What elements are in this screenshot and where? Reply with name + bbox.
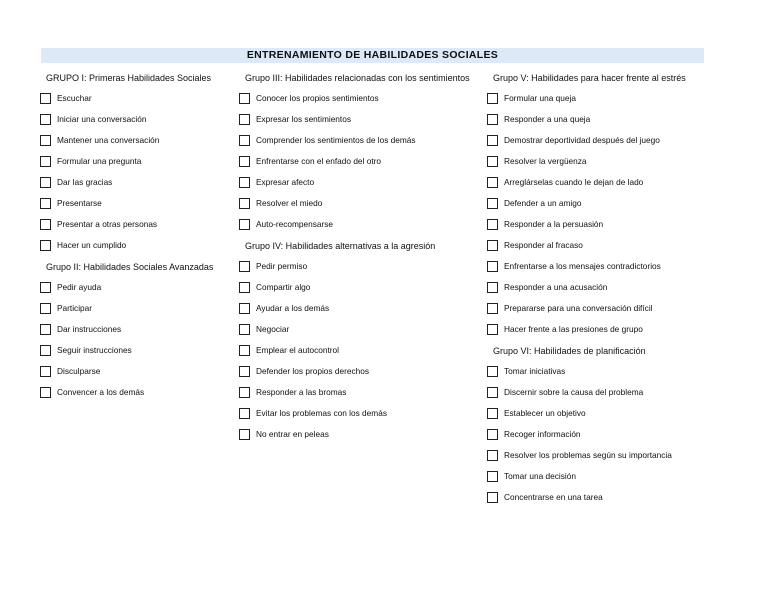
checkbox[interactable] (239, 366, 250, 377)
checkbox[interactable] (239, 303, 250, 314)
checklist-item[interactable] (487, 301, 707, 322)
checklist-item[interactable] (40, 154, 235, 175)
checklist-item-label: Seguir instrucciones (57, 345, 132, 355)
checklist-item[interactable] (40, 385, 235, 406)
checklist-item[interactable] (239, 175, 484, 196)
checkbox[interactable] (487, 492, 498, 503)
checklist-item-label: Defender a un amigo (504, 198, 582, 208)
checkbox[interactable] (487, 198, 498, 209)
checkbox[interactable] (40, 324, 51, 335)
checklist-item[interactable] (239, 112, 484, 133)
checklist-item-label: Ayudar a los demás (256, 303, 330, 313)
checkbox[interactable] (239, 345, 250, 356)
checkbox[interactable] (40, 114, 51, 125)
checklist-item-label: Emplear el autocontrol (256, 345, 340, 355)
checklist-item[interactable] (487, 175, 707, 196)
checkbox[interactable] (40, 135, 51, 146)
checkbox[interactable] (239, 198, 250, 209)
checklist-item-label: No entrar en peleas (256, 429, 329, 439)
checklist-item[interactable] (239, 91, 484, 112)
checklist-item[interactable] (487, 91, 707, 112)
checkbox[interactable] (487, 387, 498, 398)
group-header: Grupo VI: Habilidades de planificación (493, 346, 646, 356)
checklist-item[interactable] (487, 112, 707, 133)
checklist-item[interactable] (40, 238, 235, 259)
checklist-item-label: Tomar una decisión (504, 471, 576, 481)
checklist-item-label: Formular una queja (504, 93, 576, 103)
checklist-item-label: Responder a las bromas (256, 387, 347, 397)
checklist-item[interactable] (239, 154, 484, 175)
checkbox[interactable] (487, 156, 498, 167)
checkbox[interactable] (487, 324, 498, 335)
checklist-item-label: Disculparse (57, 366, 101, 376)
checklist-item[interactable] (239, 343, 484, 364)
checklist-item[interactable] (487, 322, 707, 343)
checklist-item-label: Evitar los problemas con los demás (256, 408, 387, 418)
checkbox[interactable] (239, 408, 250, 419)
checklist-item[interactable] (40, 112, 235, 133)
checklist-item[interactable] (239, 322, 484, 343)
column-2 (239, 70, 484, 448)
group-header: Grupo IV: Habilidades alternativas a la agresión (245, 241, 436, 251)
checkbox[interactable] (239, 177, 250, 188)
checklist-item-label: Demostrar deportividad después del juego (504, 135, 660, 145)
checklist-item-label: Discernir sobre la causa del problema (504, 387, 644, 397)
checklist-item-label: Expresar los sentimientos (256, 114, 351, 124)
checkbox[interactable] (487, 177, 498, 188)
checklist-item-label: Pedir permiso (256, 261, 308, 271)
checkbox[interactable] (239, 282, 250, 293)
checklist-item[interactable] (487, 406, 707, 427)
checklist-item[interactable] (487, 364, 707, 385)
checklist-item-label: Presentar a otras personas (57, 219, 158, 229)
checklist-item[interactable] (40, 364, 235, 385)
checklist-item-label: Hacer frente a las presiones de grupo (504, 324, 643, 334)
page-title: ENTRENAMIENTO DE HABILIDADES SOCIALES (41, 48, 704, 63)
checkbox[interactable] (239, 387, 250, 398)
checklist-item[interactable] (40, 217, 235, 238)
checklist-item-label: Resolver los problemas según su importancia (504, 450, 672, 460)
checkbox[interactable] (239, 429, 250, 440)
checklist-item-label: Auto-recompensarse (256, 219, 334, 229)
checklist-item-label: Responder al fracaso (504, 240, 583, 250)
checkbox[interactable] (40, 387, 51, 398)
checkbox[interactable] (239, 156, 250, 167)
group-header: Grupo III: Habilidades relacionadas con los sentimientos (245, 73, 470, 83)
checklist-item[interactable] (40, 91, 235, 112)
checkbox[interactable] (487, 408, 498, 419)
checkbox[interactable] (239, 324, 250, 335)
group-header: Grupo II: Habilidades Sociales Avanzadas (46, 262, 214, 272)
checklist-item[interactable] (487, 385, 707, 406)
checklist-item-label: Convencer a los demás (57, 387, 145, 397)
checklist-item-label: Enfrentarse a los mensajes contradictorios (504, 261, 661, 271)
checkbox[interactable] (40, 219, 51, 230)
checklist-item[interactable] (40, 133, 235, 154)
checklist-item-label: Concentrarse en una tarea (504, 492, 603, 502)
checklist-item[interactable] (487, 448, 707, 469)
checklist-item-label: Resolver la vergüenza (504, 156, 587, 166)
checklist-item[interactable] (487, 154, 707, 175)
checklist-item-label: Recoger información (504, 429, 581, 439)
checklist-item[interactable] (487, 427, 707, 448)
checkbox[interactable] (487, 303, 498, 314)
checkbox[interactable] (239, 114, 250, 125)
checkbox[interactable] (40, 345, 51, 356)
checklist-item[interactable] (239, 217, 484, 238)
checklist-item[interactable] (239, 406, 484, 427)
checklist-item-label: Responder a una queja (504, 114, 591, 124)
checkbox[interactable] (40, 156, 51, 167)
checklist-item[interactable] (239, 301, 484, 322)
checklist-item[interactable] (40, 280, 235, 301)
column-1 (40, 70, 235, 406)
checkbox[interactable] (487, 219, 498, 230)
checklist-item-label: Expresar afecto (256, 177, 315, 187)
checklist-item[interactable] (239, 259, 484, 280)
checklist-item-label: Escuchar (57, 93, 92, 103)
checklist-item[interactable] (487, 490, 707, 511)
checklist-item-label: Establecer un objetivo (504, 408, 586, 418)
checklist-item[interactable] (40, 196, 235, 217)
checklist-item-label: Responder a una acusación (504, 282, 608, 292)
checklist-item-label: Hacer un cumplido (57, 240, 127, 250)
checklist-item-label: Conocer los propios sentimientos (256, 93, 379, 103)
checkbox[interactable] (40, 177, 51, 188)
checklist-item-label: Pedir ayuda (57, 282, 102, 292)
checklist-item-label: Resolver el miedo (256, 198, 323, 208)
checkbox[interactable] (239, 261, 250, 272)
group-header: GRUPO I: Primeras Habilidades Sociales (46, 73, 212, 83)
checklist-item[interactable] (239, 133, 484, 154)
checklist-item-label: Enfrentarse con el enfado del otro (256, 156, 381, 166)
checklist-item[interactable] (239, 196, 484, 217)
checklist-item[interactable] (40, 175, 235, 196)
checklist-item-label: Mantener una conversación (57, 135, 160, 145)
checklist-item-label: Tomar iniciativas (504, 366, 566, 376)
checkbox[interactable] (239, 93, 250, 104)
checklist-item[interactable] (40, 322, 235, 343)
checkbox[interactable] (40, 282, 51, 293)
checkbox[interactable] (40, 198, 51, 209)
checklist-item[interactable] (487, 217, 707, 238)
checkbox[interactable] (40, 240, 51, 251)
checklist-item-label: Presentarse (57, 198, 102, 208)
checklist-item[interactable] (239, 280, 484, 301)
checkbox[interactable] (40, 303, 51, 314)
column-3 (487, 70, 707, 511)
checkbox[interactable] (487, 282, 498, 293)
checklist-item-label: Iniciar una conversación (57, 114, 147, 124)
checklist-item[interactable] (239, 427, 484, 448)
checkbox[interactable] (239, 219, 250, 230)
checklist-item-label: Negociar (256, 324, 290, 334)
checkbox[interactable] (487, 366, 498, 377)
checklist-item[interactable] (487, 259, 707, 280)
checklist-item[interactable] (487, 469, 707, 490)
checkbox[interactable] (239, 135, 250, 146)
checkbox[interactable] (487, 261, 498, 272)
checklist-item-label: Dar instrucciones (57, 324, 122, 334)
checklist-item-label: Participar (57, 303, 93, 313)
checkbox[interactable] (487, 450, 498, 461)
checklist-item-label: Comprender los sentimientos de los demás (256, 135, 416, 145)
checklist-item[interactable] (487, 133, 707, 154)
checklist-item-label: Dar las gracias (57, 177, 113, 187)
checkbox[interactable] (487, 429, 498, 440)
checklist-item-label: Responder a la persuasión (504, 219, 604, 229)
checkbox[interactable] (487, 240, 498, 251)
checkbox[interactable] (487, 471, 498, 482)
checklist-item-label: Defender los propios derechos (256, 366, 369, 376)
checkbox[interactable] (487, 135, 498, 146)
checkbox[interactable] (487, 114, 498, 125)
checklist-item[interactable] (239, 364, 484, 385)
checklist-item[interactable] (487, 196, 707, 217)
checklist-item-label: Compartir algo (256, 282, 311, 292)
checklist-item-label: Arreglárselas cuando le dejan de lado (504, 177, 644, 187)
checkbox[interactable] (40, 366, 51, 377)
checklist-item-label: Prepararse para una conversación difícil (504, 303, 653, 313)
checkbox[interactable] (40, 93, 51, 104)
checklist-item-label: Formular una pregunta (57, 156, 142, 166)
checklist-item[interactable] (487, 280, 707, 301)
checklist-item[interactable] (40, 343, 235, 364)
checklist-item[interactable] (487, 238, 707, 259)
group-header: Grupo V: Habilidades para hacer frente al estrés (493, 73, 686, 83)
checklist-item[interactable] (40, 301, 235, 322)
checkbox[interactable] (487, 93, 498, 104)
checklist-item[interactable] (239, 385, 484, 406)
